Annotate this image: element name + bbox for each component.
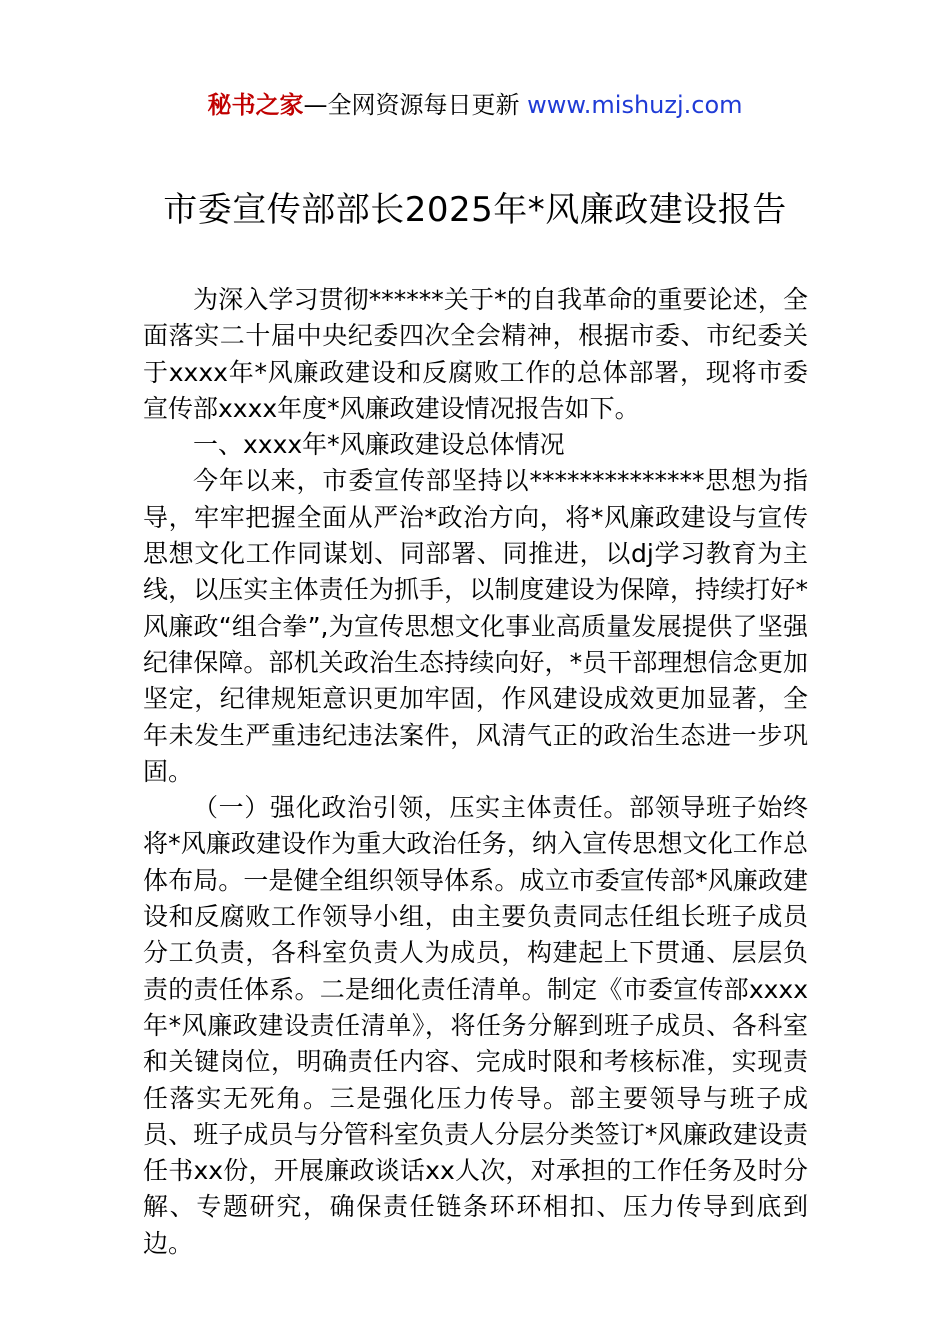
site-header [0, 88, 950, 122]
paragraph-overview: 今年以来，市委宣传部坚持以**************思想为指导，牢牢把握全面从严治*政治方向，将*风廉政建设与宣传思想文化工作同谋划、同部署、同推进，以dj学习教育为主线，以压实主体责任为抓手，以制度建设为保障，持续打好*风廉政“组合拳”,为宣传思想文化事业高质量发展提供了坚强纪律保障。部机关政治生态持续向好，*员干部理想信念更加坚定，纪律规矩意识更加牢固，作风建设成效更加显著，全年未发生严重违纪违法案件，风清气正的政治生态进一步巩固。 [143, 466, 808, 786]
paragraph-intro: 为深入学习贯彻******关于*的自我革命的重要论述，全面落实二十届中央纪委四次全会精神，根据市委、市纪委关于xxxx年*风廉政建设和反腐败工作的总体部署，现将市委宣传部xxxx年度*风廉政建设情况报告如下。 [143, 285, 808, 423]
paragraph-subsection-1: （一）强化政治引领，压实主体责任。部领导班子始终将*风廉政建设作为重大政治任务，纳入宣传思想文化工作总体布局。一是健全组织领导体系。成立市委宣传部*风廉政建设和反腐败工作领导小组，由主要负责同志任组长班子成员分工负责，各科室负责人为成员，构建起上下贯通、层层负责的责任体系。二是细化责任清单。制定《市委宣传部xxxx年*风廉政建设责任清单》，将任务分解到班子成员、各科室和关键岗位，明确责任内容、完成时限和考核标准，实现责任落实无死角。三是强化压力传导。部主要领导与班子成员、班子成员与分管科室负责人分层分类签订*风廉政建设责任书xx份，开展廉政谈话xx人次，对承担的工作任务及时分解、专题研究，确保责任链条环环相扣、压力传导到底到边。 [143, 793, 808, 1258]
section-heading: 一、xxxx年*风廉政建设总体情况 [193, 430, 565, 460]
header-tagline: —全网资源每日更新 [303, 91, 528, 119]
document-body [143, 282, 808, 1262]
document-title: 市委宣传部部长2025年*风廉政建设报告 [163, 190, 787, 230]
site-url-link[interactable]: www.mishuzj.com [527, 91, 743, 119]
brand-name: 秘书之家 [207, 91, 304, 119]
